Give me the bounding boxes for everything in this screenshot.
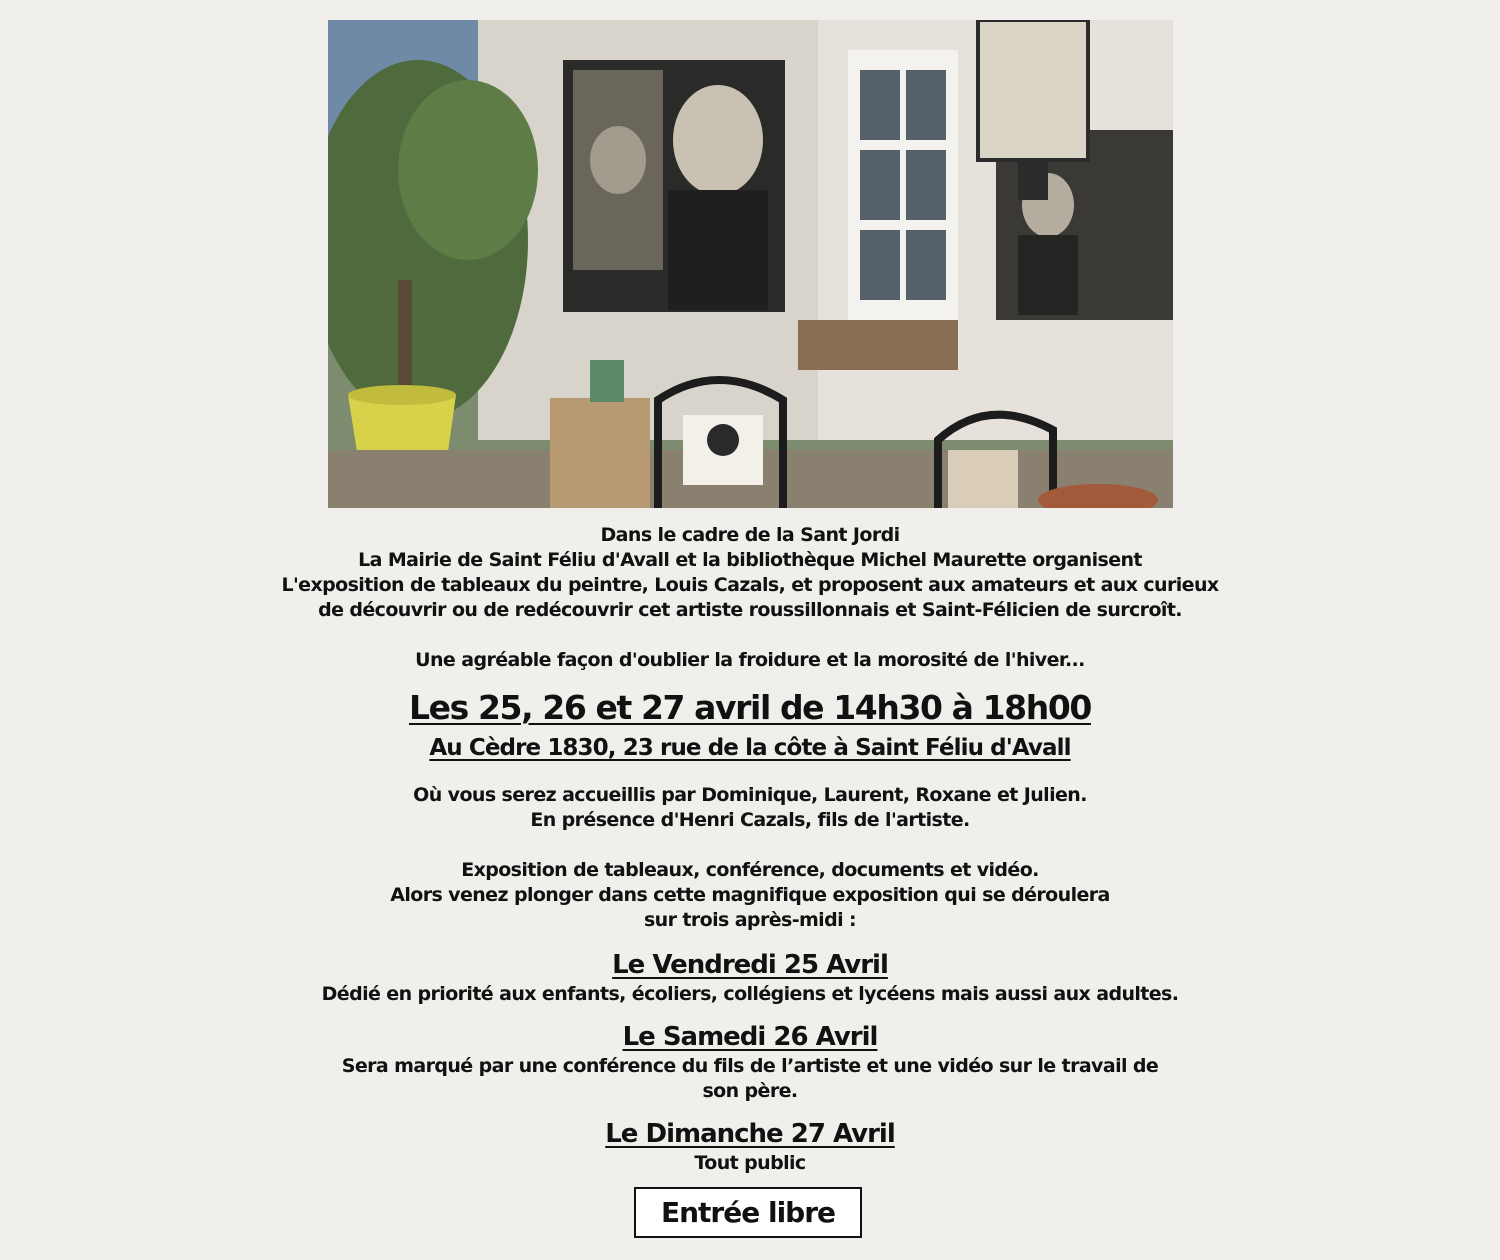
day-sunday-title: Le Dimanche 27 Avril: [605, 1119, 895, 1149]
program-line-1: Exposition de tableaux, conférence, documents et vidéo.: [461, 859, 1039, 881]
day-saturday-title: Le Samedi 26 Avril: [622, 1022, 878, 1052]
exhibition-photo: [328, 20, 1173, 508]
hosts-line-2: En présence d'Henri Cazals, fils de l'artiste.: [530, 809, 970, 831]
intro-line-4: de découvrir ou de redécouvrir cet artiste roussillonnais et Saint-Félicien de surcroît.: [318, 599, 1182, 621]
day-friday-desc: Dédié en priorité aux enfants, écoliers, collégiens et lycéens mais aussi aux adultes.: [321, 983, 1179, 1005]
intro-line-3: L'exposition de tableaux du peintre, Louis Cazals, et proposent aux amateurs et aux curieux: [281, 574, 1219, 596]
day-sunday-desc: Tout public: [694, 1152, 806, 1174]
day-saturday-desc-1: Sera marqué par une conférence du fils de l’artiste et une vidéo sur le travail de: [341, 1055, 1159, 1077]
program-line-2: Alors venez plonger dans cette magnifique exposition qui se déroulera: [390, 884, 1110, 906]
day-friday-title: Le Vendredi 25 Avril: [612, 950, 888, 980]
intro-line-2: La Mairie de Saint Féliu d'Avall et la bibliothèque Michel Maurette organisent: [358, 549, 1142, 571]
free-entry-badge: Entrée libre: [634, 1187, 862, 1238]
intro-line-1: Dans le cadre de la Sant Jordi: [600, 524, 900, 546]
program-line-3: sur trois après-midi :: [643, 909, 857, 931]
hosts-line-1: Où vous serez accueillis par Dominique, Laurent, Roxane et Julien.: [413, 784, 1087, 806]
tagline: Une agréable façon d'oublier la froidure et la morosité de l'hiver...: [415, 649, 1085, 671]
event-address: Au Cèdre 1830, 23 rue de la côte à Saint Féliu d'Avall: [429, 735, 1071, 761]
day-saturday-desc-2: son père.: [702, 1080, 798, 1102]
event-dates: Les 25, 26 et 27 avril de 14h30 à 18h00: [409, 688, 1091, 727]
